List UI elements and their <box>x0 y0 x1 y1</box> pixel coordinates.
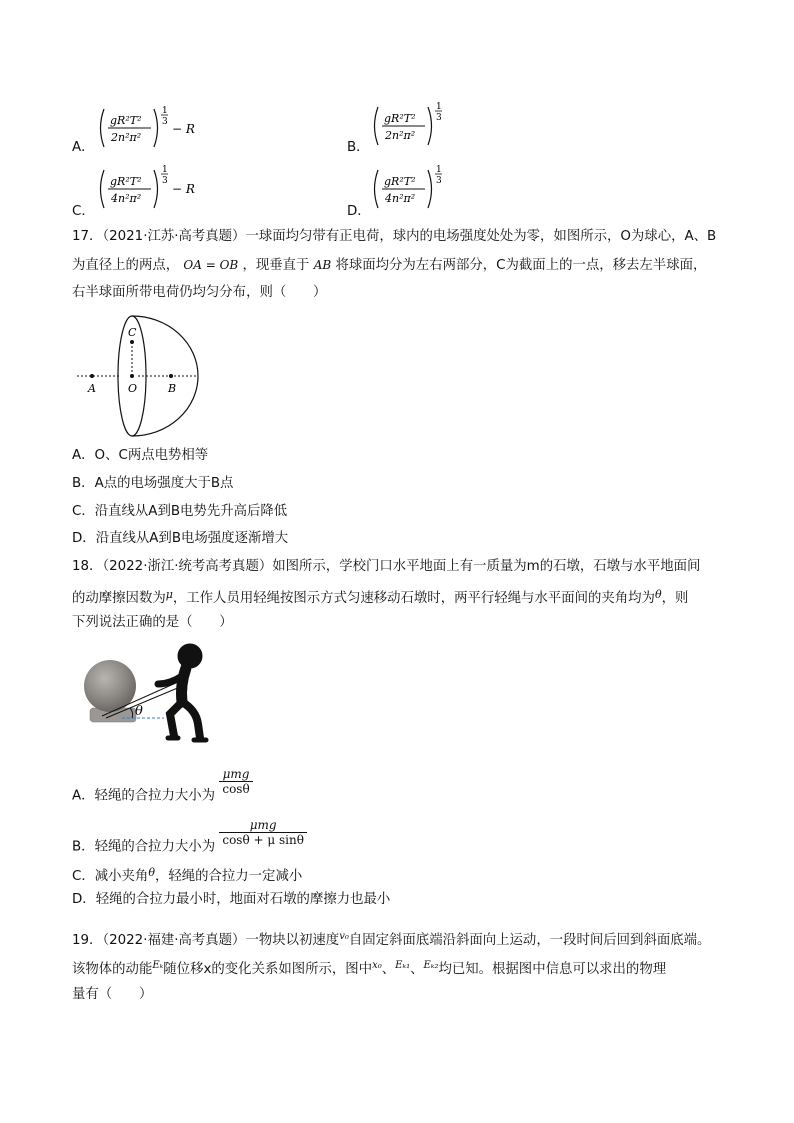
exp-a-den: 3 <box>162 117 168 127</box>
option-d-formula-graphic <box>370 162 450 212</box>
point-b <box>169 374 173 378</box>
q18-opt-b-den: cosθ + μ sinθ <box>222 833 304 847</box>
q17-line2 <box>72 256 706 275</box>
frac-b-num: gR²T² <box>384 112 416 125</box>
q18-line2-a: 的动摩擦因数为 <box>72 591 166 606</box>
frac-c-den: 4n²π² <box>111 192 142 205</box>
q18-opt-b-num: μmg <box>219 818 307 833</box>
q17-line2-a: 为直径上的两点， <box>72 258 180 273</box>
hemisphere-figure <box>72 312 212 442</box>
q19-v0: v₀ <box>339 931 349 942</box>
exp-b-num: 1 <box>436 102 442 112</box>
exp-b-den: 3 <box>436 113 442 123</box>
frac-d-num: gR²T² <box>384 175 416 188</box>
q18-option-a <box>72 767 253 810</box>
option-c-label: C． <box>72 204 95 219</box>
exp-d-den: 3 <box>436 176 442 186</box>
q19-line2-c: 均已知。根据图中信息可以求出的物理 <box>438 962 667 977</box>
q18-opt-a-num: μmg <box>219 767 252 782</box>
q18-line2 <box>72 586 688 608</box>
q17-line2-b: ，现垂直于 <box>242 258 310 273</box>
q18-opt-a-frac <box>219 767 252 796</box>
q18-option-b <box>72 818 307 861</box>
q19-line1-b: 自固定斜面底端沿斜面向上运动，一段时间后回到斜面底端。 <box>348 933 711 948</box>
q18-option-c <box>72 864 302 886</box>
q18-line2-c: ，则 <box>661 591 689 606</box>
q17-ab: AB <box>313 258 332 272</box>
exp-c-den: 3 <box>162 176 168 186</box>
q18-line2-b: ，工作人员用轻绳按图示方式匀速移动石墩时，两平行轻绳与水平面间的夹角均为 <box>172 591 655 606</box>
q18-line3: 下列说法正确的是（ ） <box>72 615 233 630</box>
q18-opt-a-text: A．轻绳的合拉力大小为 <box>72 788 216 804</box>
q18-opt-c-a: C．减小夹角 <box>72 869 149 884</box>
option-d-label: D． <box>347 204 371 219</box>
angle-theta-label: θ <box>135 704 143 719</box>
q19-line1-a: 19．（2022·福建·高考真题）一物块以初速度 <box>72 933 340 948</box>
option-d-formula <box>370 162 450 216</box>
q17-oa-ob: OA = OB <box>183 258 239 272</box>
exp-a-num: 1 <box>162 106 168 116</box>
q18-theta: θ <box>654 588 662 601</box>
q18-option-d: D．轻绳的合拉力最小时，地面对石墩的摩擦力也最小 <box>72 892 391 907</box>
q17-line1: 17．（2021·江苏·高考真题）一球面均匀带有正电荷，球内的电场强度处处为零，如图所示，O为球心，A、B <box>72 229 717 244</box>
q19-sep1: 、 <box>381 962 396 977</box>
option-a-label: A． <box>72 140 95 155</box>
option-b-label: B． <box>347 140 370 155</box>
frac-a-num: gR²T² <box>110 114 142 127</box>
label-b: B <box>168 382 177 395</box>
q19-line2-a: 该物体的动能 <box>72 962 153 977</box>
label-a: A <box>88 382 96 395</box>
option-b-formula <box>370 99 450 153</box>
q19-line2 <box>72 957 666 979</box>
stone-pier-figure <box>82 640 222 750</box>
q19-ek1: Eₖ₁ <box>395 960 411 971</box>
option-a-formula <box>96 103 196 157</box>
option-a-formula-graphic <box>96 103 196 153</box>
label-c: C <box>128 326 137 339</box>
q18-opt-a-den: cosθ <box>222 782 250 796</box>
exp-d-num: 1 <box>436 165 442 175</box>
q19-ek: Eₖ <box>152 960 164 971</box>
q17-line3: 右半球面所带电荷仍均匀分布，则（ ） <box>72 285 327 300</box>
label-o: O <box>128 382 138 395</box>
option-c-formula-graphic <box>96 162 196 212</box>
point-a <box>90 374 94 378</box>
q18-opt-c-theta: θ <box>148 866 155 879</box>
q19-line2-b: 随位移x的变化关系如图所示，图中 <box>163 962 373 977</box>
exp-c-num: 1 <box>162 165 168 175</box>
point-o <box>130 374 134 378</box>
option-c-formula <box>96 162 196 216</box>
point-c <box>130 340 134 344</box>
q17-option-a: A．O、C两点电势相等 <box>72 448 209 463</box>
q18-line1: 18．（2022·浙江·统考高考真题）如图所示，学校门口水平地面上有一质量为m的石墩，石墩与水平地面间 <box>72 559 701 574</box>
q19-line3: 量有（ ） <box>72 987 153 1002</box>
option-b-formula-graphic <box>370 99 450 149</box>
tail-c: − R <box>172 182 195 196</box>
tail-a: − R <box>172 122 195 136</box>
frac-a-den: 2n²π² <box>111 131 142 144</box>
q17-line2-c: 将球面均分为左右两部分，C为截面上的一点，移去左半球面， <box>335 258 707 273</box>
q18-mu: μ <box>165 588 173 601</box>
q18-opt-b-text: B．轻绳的合拉力大小为 <box>72 839 216 855</box>
q17-option-c: C．沿直线从A到B电势先升高后降低 <box>72 504 288 519</box>
frac-c-num: gR²T² <box>110 175 142 188</box>
q19-sep2: 、 <box>410 962 424 977</box>
q18-opt-c-b: ，轻绳的合拉力一定减小 <box>154 869 303 884</box>
frac-d-den: 4n²π² <box>385 192 416 205</box>
worker-silhouette <box>158 644 206 740</box>
q18-opt-b-frac <box>219 818 307 847</box>
q19-ek2: Eₖ₂ <box>423 960 439 971</box>
frac-b-den: 2n²π² <box>385 129 416 142</box>
q19-x0: x₀ <box>372 960 382 971</box>
q17-option-b: B．A点的电场强度大于B点 <box>72 476 234 491</box>
q17-option-d: D．沿直线从A到B电场强度逐渐增大 <box>72 531 289 546</box>
q19-line1 <box>72 928 710 950</box>
